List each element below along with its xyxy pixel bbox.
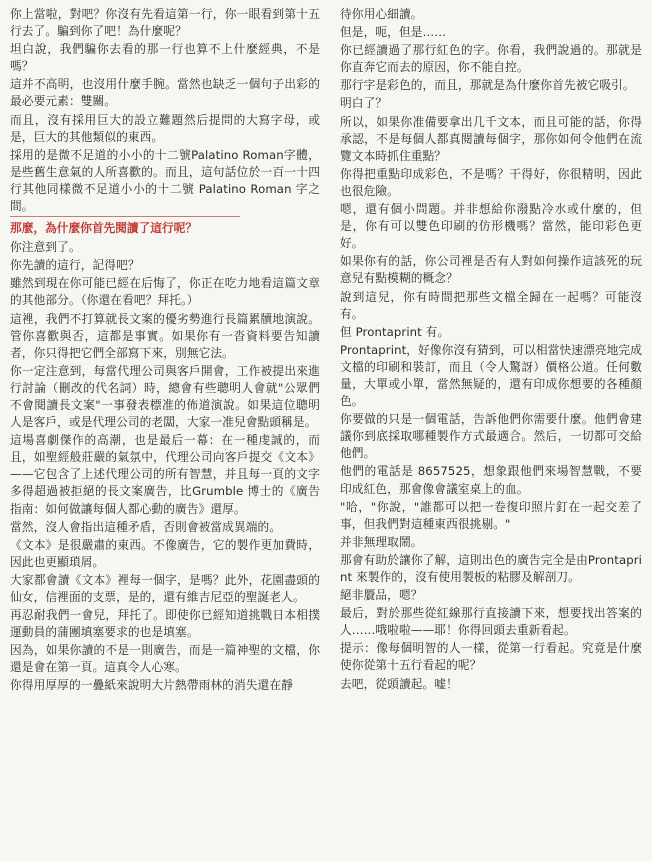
paragraph: 這并不高明，也沒用什麼手腕。當然也缺乏一個句子出彩的最必要元素：雙關。	[10, 77, 320, 109]
paragraph: 但是，呃，但是……	[340, 25, 447, 40]
paragraph: 這裡，我們不打算就長文案的優劣勢進行長篇累牘地演說。管你喜歡與否，這都是事實。如果你有一沓資料要告知讀者，你只得把它們全部寫下來，別無它法。	[10, 311, 320, 360]
paragraph: 明白了？	[340, 96, 388, 111]
paragraph: 採用的是微不足道的小小的十二號Palatino Roman字體，是些舊生意氣的人所喜歡的。而且，這句話位於一百一十四行其他同樣微不足道小小的十二號 Palatino Roman 字之間。	[10, 147, 320, 214]
paragraph: 而且，沒有採用巨大的設立難題然后提問的大寫字母，或是，巨大的其他類似的東西。	[10, 112, 320, 144]
paragraph: 如果你有的話，你公司裡是否有人對如何操作這該死的玩意兒有點模糊的概念？	[340, 254, 642, 286]
paragraph: 提示：像每個明智的人一樣，從第一行看起。究竟是什麼使你從第十五行看起的呢？	[340, 641, 642, 673]
paragraph: 你上當啦，對吧？你沒有先看這第一行，你一眼看到第十五行去了。騙到你了吧！為什麼呢？	[10, 7, 320, 39]
paragraph: 你得把重點印成彩色，不是嗎？干得好，你很精明，因此也很危險。	[340, 166, 642, 198]
paragraph: 最后，對於那些從紅線那行直接讀下來，想要找出答案的人……哦啦啦——耶！你得回頭去重新看起。	[340, 606, 642, 638]
paragraph: 但 Prontaprint 有。	[340, 324, 450, 339]
paragraph: 那會有助於讓你了解，這則出色的廣告完全是由Prontaprint 來製作的，沒有使用製板的粘膠及解剖刀。	[340, 552, 642, 584]
red-headline: 那麼，為什麼你首先閱讀了這行呢？	[10, 221, 198, 236]
paragraph: 并非無理取鬧。	[340, 534, 423, 549]
red-underline-divider	[10, 216, 240, 217]
paragraph: Prontaprint，好像你沒有猜到，可以相當快速漂亮地完成文檔的印刷和裝訂，而且（令人驚訝）價格公道。任何數量，大單或小單，當然無疑的，還有印成你想要的各種顏色。	[340, 342, 643, 409]
paragraph: "哈，"你說，"誰都可以把一卷復印照片釘在一起交差了事，但我們對這種東西很挑剔。"	[340, 499, 642, 531]
paragraph: 你先讀的這行，記得吧？	[10, 258, 140, 273]
paragraph: 你一定注意到，每當代理公司與客戶開會，工作被提出來進行討論（刪改的代名詞）時，總會有些聰明人會就"公眾們不會閱讀長文案"一事發表標准的佈道演說。如果這位聰明人是客戶，或是代理公司的老闆，大家一准兒會點頭稱是。	[10, 363, 320, 430]
paragraph: 待你用心細讀。	[340, 7, 423, 21]
paragraph: 絕非贗品，嗯？	[340, 588, 423, 603]
paragraph: 再忍耐我們一會兒，拜托了。即使你已經知道挑戰日本相撲運動員的蒲團填塞要求的也是填塞。	[10, 608, 320, 640]
paragraph: 那行字是彩色的，而且，那就是為什麼你首先被它吸引。	[340, 78, 635, 93]
right-column	[340, 6, 642, 694]
paragraph: 《文本》是很嚴肅的東西。不像廣告，它的製作更加費時，因此也更顯瑣屑。	[10, 537, 320, 569]
left-column	[10, 6, 320, 696]
paragraph: 所以，如果你准備要拿出几千文本，而且可能的話，你得承認，不是每個人都真閱讀每個字，那你如何令他們在流覽文本時抓住重點？	[340, 114, 642, 163]
paragraph: 雖然到現在你可能已經在后悔了，你正在吃力地看這篇文章的其他部分。（你還在看吧？拜托。）	[10, 276, 320, 308]
paragraph: 說到這兒，你有時間把那些文檔全歸在一起嗎？可能沒有。	[340, 289, 642, 321]
paragraph: 這場喜劇傑作的高潮，也是最后一幕：在一種虔誠的，而且，如聖經般莊嚴的氣氛中，代理公司向客戶提交《文本》——它包含了上述代理公司的所有智慧，并且每一頁的文字多得超過被拒絕的長文案廣告，比Grumble 博士的《廣告指南：如何做讓每個人都心動的廣告》還厚。	[10, 433, 320, 516]
paragraph: 坦白說，我們騙你去看的那一行也算不上什麼經典，不是嗎？	[10, 42, 320, 74]
paragraph: 你注意到了。	[10, 240, 81, 255]
paragraph: 你已經讀過了那行紅色的字。你看，我們說過的。那就是你直奔它而去的原因，你不能自控。	[340, 43, 642, 75]
paragraph: 因為，如果你讀的不是一則廣告，而是一篇神聖的文檔，你還是會在第一頁。這真令人心寒。	[10, 643, 320, 675]
paragraph: 去吧，從頭讀起。嘘！	[340, 676, 458, 691]
paragraph: 你要做的只是一個電話，告訴他們你需要什麼。他們會建議你到底採取哪種製作方式最適合。然后，一切都可交給他們。	[340, 412, 642, 461]
paragraph: 嗯，還有個小問題。并非想給你潑點冷水或什麼的，但是，你有可以雙色印刷的仿形機嗎？當然，能印彩色更好。	[340, 202, 642, 251]
paragraph: 你得用厚厚的一疊紙來說明大片熱帶雨林的消失還在靜	[10, 678, 293, 693]
paragraph: 他們的電話是 8657525，想象跟他們來場智慧戰，不要印成紅色，那會像會議室桌上的血。	[340, 464, 642, 496]
paragraph: 當然，沒人會指出這種矛盾，否則會被當成異端的。	[10, 519, 282, 534]
paragraph: 大家都會讀《文本》裡每一個字，是嗎？此外，花園盡頭的仙女，信裡面的支票，是的，還有維吉尼亞的聖誕老人。	[10, 572, 320, 604]
